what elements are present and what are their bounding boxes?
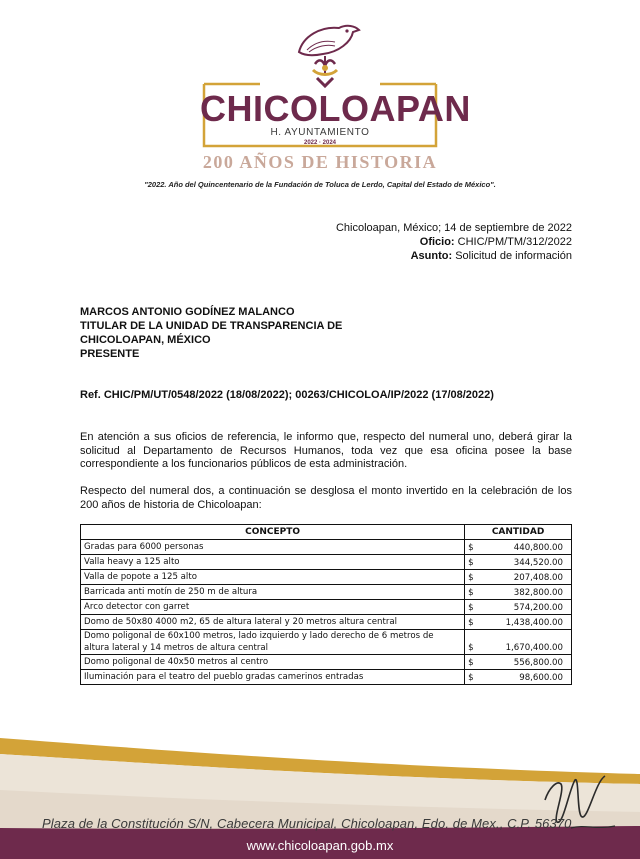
addressee-presente: PRESENTE [80, 348, 140, 360]
amount-cell [465, 570, 572, 585]
table-header-row [81, 525, 572, 540]
brand-subtitle: H. AYUNTAMIENTO [270, 127, 370, 138]
asunto-line [411, 250, 572, 262]
table-row [81, 570, 572, 585]
footer-address: Plaza de la Constitución S/N, Cabecera Municipal, Chicoloapan, Edo. de Mex., C.P. 56370 [42, 816, 572, 831]
amount-cell [465, 585, 572, 600]
body-paragraph-1: En atención a sus oficios de referencia, le informo que, respecto del numeral uno, deberá girar la solicitud al Departamento de Recursos Humanos, toda vez que esa oficina posee la base correspondiente a los funcionarios públicos de esta administración. [80, 431, 572, 471]
year-motto: "2022. Año del Quincentenario de la Fundación de Toluca de Lerdo, Capital del Estado de México". [144, 180, 496, 189]
table-row [81, 655, 572, 670]
currency-symbol: $ [468, 643, 474, 653]
asunto-value: Solicitud de información [455, 250, 572, 262]
concept-cell: Iluminación para el teatro del pueblo gradas camerinos entradas [81, 670, 465, 685]
table-row [81, 600, 572, 615]
footer-website[interactable]: www.chicoloapan.gob.mx [246, 838, 394, 853]
amount-value: 98,600.00 [519, 673, 563, 683]
concept-cell: Gradas para 6000 personas [81, 540, 465, 555]
amount-value: 1,438,400.00 [505, 618, 563, 628]
concept-cell: Valla heavy a 125 alto [81, 555, 465, 570]
amount-cell [465, 655, 572, 670]
addressee-name: MARCOS ANTONIO GODÍNEZ MALANCO [80, 306, 295, 318]
oficio-value: CHIC/PM/TM/312/2022 [457, 236, 572, 248]
body-paragraph-2: Respecto del numeral dos, a continuación se desglosa el monto invertido en la celebración de los 200 años de historia de Chicoloapan: [80, 485, 572, 511]
amount-value: 440,800.00 [513, 543, 563, 553]
brand-title: CHICOLOAPAN [200, 88, 471, 129]
table-body [81, 540, 572, 685]
amount-value: 1,670,400.00 [505, 643, 563, 653]
oficio-line [420, 236, 572, 248]
anniversary-title: 200 AÑOS DE HISTORIA [202, 152, 438, 172]
concept-cell: Barricada anti motín de 250 m de altura [81, 585, 465, 600]
concept-cell: Valla de popote a 125 alto [81, 570, 465, 585]
cost-table [80, 524, 572, 685]
currency-symbol: $ [468, 573, 474, 583]
concept-cell: Domo de 50x80 4000 m2, 65 de altura lateral y 20 metros altura central [81, 615, 465, 630]
concept-cell: Domo poligonal de 40x50 metros al centro [81, 655, 465, 670]
asunto-label: Asunto: [410, 250, 453, 262]
place-date: Chicoloapan, México; 14 de septiembre de 2022 [335, 222, 572, 234]
addressee-title-1: TITULAR DE LA UNIDAD DE TRANSPARENCIA DE [80, 320, 343, 332]
amount-value: 574,200.00 [513, 603, 563, 613]
currency-symbol: $ [468, 603, 474, 613]
addressee-title-2: CHICOLOAPAN, MÉXICO [80, 334, 211, 346]
table-row [81, 630, 572, 655]
currency-symbol: $ [468, 673, 474, 683]
brand-block [200, 80, 471, 150]
column-header-amount: CANTIDAD [465, 525, 572, 540]
amount-cell [465, 555, 572, 570]
amount-value: 207,408.00 [513, 573, 563, 583]
amount-cell [465, 670, 572, 685]
column-header-concept: CONCEPTO [81, 525, 465, 540]
amount-cell [465, 630, 572, 655]
amount-cell [465, 600, 572, 615]
table-row [81, 555, 572, 570]
currency-symbol: $ [468, 558, 474, 568]
table-row [81, 615, 572, 630]
table-row [81, 540, 572, 555]
oficio-label: Oficio: [419, 236, 455, 248]
concept-cell: Domo poligonal de 60x100 metros, lado izquierdo y lado derecho de 6 metros de altura lateral y 14 metros de altura central [81, 630, 465, 655]
currency-symbol: $ [468, 618, 474, 628]
currency-symbol: $ [468, 588, 474, 598]
amount-cell [465, 540, 572, 555]
table-row [81, 585, 572, 600]
amount-value: 344,520.00 [513, 558, 563, 568]
currency-symbol: $ [468, 658, 474, 668]
currency-symbol: $ [468, 543, 474, 553]
reference-line: Ref. CHIC/PM/UT/0548/2022 (18/08/2022); 00263/CHICOLOA/IP/2022 (17/08/2022) [80, 389, 494, 401]
amount-value: 556,800.00 [513, 658, 563, 668]
concept-cell: Arco detector con garret [81, 600, 465, 615]
brand-years: 2022 · 2024 [303, 140, 337, 146]
amount-cell [465, 615, 572, 630]
table-row [81, 670, 572, 685]
amount-value: 382,800.00 [513, 588, 563, 598]
